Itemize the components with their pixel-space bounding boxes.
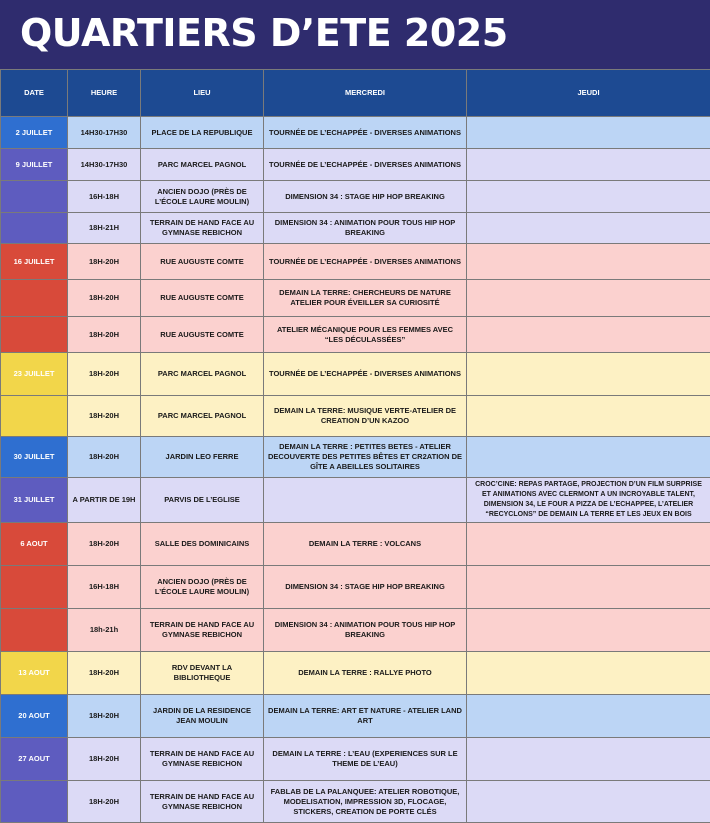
- cell-heure: 18H-21H: [68, 213, 141, 244]
- cell-heure: A PARTIR DE 19H: [68, 478, 141, 523]
- cell-lieu: RDV DEVANT LA BIBLIOTHEQUE: [141, 652, 264, 695]
- table-row: [1, 149, 710, 181]
- table-row: [1, 396, 710, 437]
- cell-mercredi: DIMENSION 34 : ANIMATION POUR TOUS HIP HOP BREAKING: [264, 213, 467, 244]
- cell-date: 2 JUILLET: [1, 117, 68, 149]
- cell-jeudi: [467, 280, 710, 317]
- cell-mercredi: [264, 478, 467, 523]
- cell-lieu: RUE AUGUSTE COMTE: [141, 280, 264, 317]
- cell-heure: 18H-20H: [68, 280, 141, 317]
- table-row: [1, 781, 710, 823]
- cell-lieu: TERRAIN DE HAND FACE AU GYMNASE REBICHON: [141, 609, 264, 652]
- cell-jeudi: [467, 353, 710, 396]
- cell-jeudi: CROC’CINE: REPAS PARTAGE, PROJECTION D’UN FILM SURPRISE ET ANIMATIONS AVEC CLERMONT A UN INCROYABLE TALENT, DIMENSION 34, LE FOUR A PIZZA DE L’ECHAPPEE, L’ATELIER “RECYCLONS” DE DEMAIN LA TERRE ET LES JEUX EN BOIS: [467, 478, 710, 523]
- page-title: QUARTIERS D’ETE 2025: [20, 9, 508, 57]
- cell-heure: 18H-20H: [68, 353, 141, 396]
- cell-lieu: PARC MARCEL PAGNOL: [141, 396, 264, 437]
- table-row: [1, 353, 710, 396]
- table-row: [1, 609, 710, 652]
- cell-jeudi: [467, 117, 710, 149]
- cell-jeudi: [467, 738, 710, 781]
- cell-heure: 14H30-17H30: [68, 117, 141, 149]
- cell-mercredi: TOURNÉE DE L’ECHAPPÉE - DIVERSES ANIMATIONS: [264, 117, 467, 149]
- cell-date: 23 JUILLET: [1, 353, 68, 396]
- cell-mercredi: DEMAIN LA TERRE: MUSIQUE VERTE-ATELIER DE CREATION D’UN KAZOO: [264, 396, 467, 437]
- cell-mercredi: TOURNÉE DE L’ECHAPPÉE - DIVERSES ANIMATIONS: [264, 353, 467, 396]
- cell-date: [1, 317, 68, 353]
- cell-lieu: RUE AUGUSTE COMTE: [141, 244, 264, 280]
- cell-jeudi: [467, 213, 710, 244]
- header-heure: HEURE: [68, 70, 141, 117]
- header-lieu: LIEU: [141, 70, 264, 117]
- cell-jeudi: [467, 181, 710, 213]
- table-row: [1, 317, 710, 353]
- cell-date: 9 JUILLET: [1, 149, 68, 181]
- table-row: [1, 738, 710, 781]
- cell-lieu: TERRAIN DE HAND FACE AU GYMNASE REBICHON: [141, 738, 264, 781]
- cell-lieu: JARDIN LEO FERRE: [141, 437, 264, 478]
- cell-date: [1, 213, 68, 244]
- cell-mercredi: DEMAIN LA TERRE: CHERCHEURS DE NATURE ATELIER POUR ÉVEILLER SA CURIOSITÉ: [264, 280, 467, 317]
- header-date: DATE: [1, 70, 68, 117]
- cell-date: 27 AOUT: [1, 738, 68, 781]
- cell-mercredi: DIMENSION 34 : ANIMATION POUR TOUS HIP HOP BREAKING: [264, 609, 467, 652]
- cell-mercredi: DEMAIN LA TERRE : L’EAU (EXPERIENCES SUR LE THEME DE L’EAU): [264, 738, 467, 781]
- table-row: [1, 523, 710, 566]
- cell-mercredi: DEMAIN LA TERRE : VOLCANS: [264, 523, 467, 566]
- cell-heure: 18H-20H: [68, 652, 141, 695]
- cell-jeudi: [467, 149, 710, 181]
- cell-jeudi: [467, 317, 710, 353]
- cell-jeudi: [467, 609, 710, 652]
- table-row: [1, 213, 710, 244]
- cell-mercredi: DEMAIN LA TERRE: ART ET NATURE - ATELIER LAND ART: [264, 695, 467, 738]
- cell-heure: 18H-20H: [68, 396, 141, 437]
- cell-jeudi: [467, 652, 710, 695]
- cell-heure: 18H-20H: [68, 317, 141, 353]
- cell-lieu: SALLE DES DOMINICAINS: [141, 523, 264, 566]
- table-row: [1, 280, 710, 317]
- cell-date: 30 JUILLET: [1, 437, 68, 478]
- table-row: [1, 652, 710, 695]
- table-row: [1, 437, 710, 478]
- cell-date: 20 AOUT: [1, 695, 68, 738]
- cell-lieu: PLACE DE LA REPUBLIQUE: [141, 117, 264, 149]
- cell-jeudi: [467, 523, 710, 566]
- cell-lieu: ANCIEN DOJO (PRÈS DE L’ÉCOLE LAURE MOULIN): [141, 566, 264, 609]
- cell-heure: 18H-20H: [68, 695, 141, 738]
- cell-date: [1, 566, 68, 609]
- cell-heure: 18H-20H: [68, 738, 141, 781]
- cell-jeudi: [467, 695, 710, 738]
- table-row: [1, 117, 710, 149]
- cell-heure: 14H30-17H30: [68, 149, 141, 181]
- cell-mercredi: DEMAIN LA TERRE : PETITES BETES - ATELIER DECOUVERTE DES PETITES BÊTES ET CR2ATION DE GÎTE A ABEILLES SOLITAIRES: [264, 437, 467, 478]
- title-bar: [0, 0, 710, 69]
- cell-lieu: PARC MARCEL PAGNOL: [141, 353, 264, 396]
- table-row: [1, 695, 710, 738]
- cell-lieu: JARDIN DE LA RESIDENCE JEAN MOULIN: [141, 695, 264, 738]
- cell-lieu: PARC MARCEL PAGNOL: [141, 149, 264, 181]
- cell-jeudi: [467, 437, 710, 478]
- header-mercredi: MERCREDI: [264, 70, 467, 117]
- cell-date: [1, 781, 68, 823]
- cell-date: 16 JUILLET: [1, 244, 68, 280]
- cell-jeudi: [467, 566, 710, 609]
- table-row: [1, 478, 710, 523]
- cell-mercredi: ATELIER MÉCANIQUE POUR LES FEMMES AVEC “LES DÉCULASSÉES”: [264, 317, 467, 353]
- cell-date: 6 AOUT: [1, 523, 68, 566]
- cell-date: 13 AOUT: [1, 652, 68, 695]
- cell-date: [1, 609, 68, 652]
- cell-date: [1, 181, 68, 213]
- cell-lieu: TERRAIN DE HAND FACE AU GYMNASE REBICHON: [141, 213, 264, 244]
- cell-mercredi: FABLAB DE LA PALANQUEE: ATELIER ROBOTIQUE, MODELISATION, IMPRESSION 3D, FLOCAGE, STICKERS, CREATION DE PORTE CLÉS: [264, 781, 467, 823]
- cell-jeudi: [467, 781, 710, 823]
- cell-date: 31 JUILLET: [1, 478, 68, 523]
- cell-heure: 18H-20H: [68, 244, 141, 280]
- cell-mercredi: DEMAIN LA TERRE : RALLYE PHOTO: [264, 652, 467, 695]
- cell-lieu: TERRAIN DE HAND FACE AU GYMNASE REBICHON: [141, 781, 264, 823]
- header-jeudi: JEUDI: [467, 70, 710, 117]
- cell-heure: 16H-18H: [68, 181, 141, 213]
- cell-jeudi: [467, 396, 710, 437]
- cell-mercredi: TOURNÉE DE L’ECHAPPÉE - DIVERSES ANIMATIONS: [264, 244, 467, 280]
- cell-lieu: RUE AUGUSTE COMTE: [141, 317, 264, 353]
- cell-jeudi: [467, 244, 710, 280]
- schedule-table: [0, 69, 710, 823]
- cell-date: [1, 280, 68, 317]
- cell-mercredi: DIMENSION 34 : STAGE HIP HOP BREAKING: [264, 181, 467, 213]
- cell-date: [1, 396, 68, 437]
- cell-heure: 18H-20H: [68, 437, 141, 478]
- cell-heure: 18h-21h: [68, 609, 141, 652]
- cell-heure: 18H-20H: [68, 781, 141, 823]
- table-row: [1, 181, 710, 213]
- table-body: [1, 117, 710, 823]
- cell-mercredi: DIMENSION 34 : STAGE HIP HOP BREAKING: [264, 566, 467, 609]
- table-header-row: [1, 70, 710, 117]
- cell-lieu: ANCIEN DOJO (PRÈS DE L’ÉCOLE LAURE MOULIN): [141, 181, 264, 213]
- table-row: [1, 566, 710, 609]
- table-row: [1, 244, 710, 280]
- cell-mercredi: TOURNÉE DE L’ECHAPPÉE - DIVERSES ANIMATIONS: [264, 149, 467, 181]
- cell-heure: 16H-18H: [68, 566, 141, 609]
- cell-lieu: PARVIS DE L’EGLISE: [141, 478, 264, 523]
- cell-heure: 18H-20H: [68, 523, 141, 566]
